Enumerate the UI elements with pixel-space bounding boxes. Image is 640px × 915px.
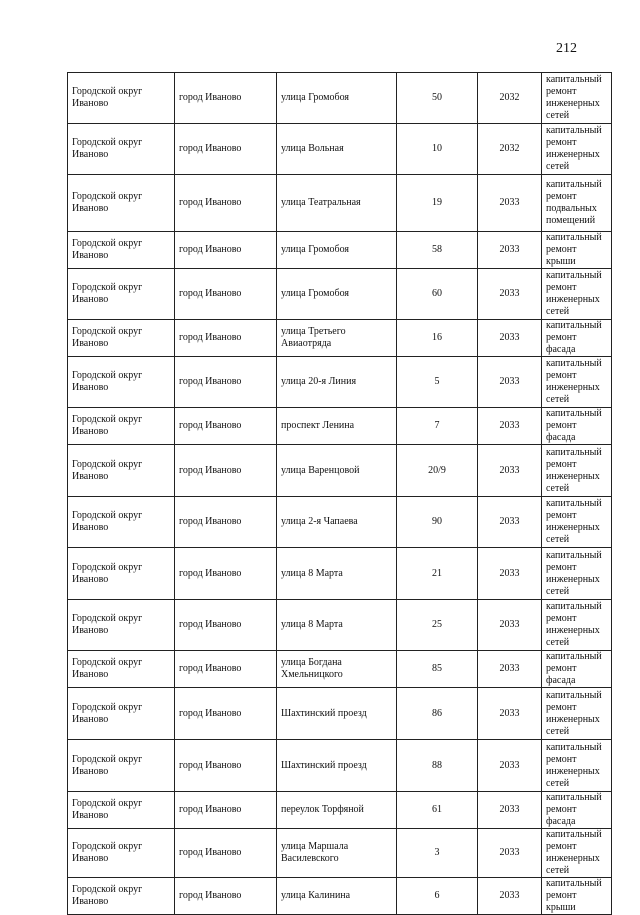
- municipality-cell: Городской округ Иваново: [68, 651, 175, 688]
- municipality-cell: Городской округ Иваново: [68, 829, 175, 878]
- year-cell: 2033: [478, 232, 542, 269]
- table-row: [68, 651, 612, 688]
- work-type-cell: капитальный ремонт инженерных сетей: [542, 829, 612, 878]
- work-type-cell: капитальный ремонт подвальных помещений: [542, 175, 612, 232]
- municipality-cell: Городской округ Иваново: [68, 548, 175, 600]
- year-cell: 2032: [478, 73, 542, 124]
- year-cell: 2033: [478, 688, 542, 740]
- city-cell: город Иваново: [175, 357, 277, 408]
- repair-schedule-table: [67, 72, 612, 915]
- street-cell: Шахтинский проезд: [277, 688, 397, 740]
- street-cell: улица Маршала Василевского: [277, 829, 397, 878]
- municipality-cell: Городской округ Иваново: [68, 792, 175, 829]
- city-cell: город Иваново: [175, 445, 277, 497]
- city-cell: город Иваново: [175, 878, 277, 915]
- house-number-cell: 20/9: [397, 445, 478, 497]
- year-cell: 2033: [478, 600, 542, 651]
- table-row: [68, 792, 612, 829]
- house-number-cell: 3: [397, 829, 478, 878]
- work-type-cell: капитальный ремонт инженерных сетей: [542, 600, 612, 651]
- year-cell: 2033: [478, 878, 542, 915]
- table-row: [68, 829, 612, 878]
- table-row: [68, 357, 612, 408]
- street-cell: улица 20-я Линия: [277, 357, 397, 408]
- municipality-cell: Городской округ Иваново: [68, 232, 175, 269]
- house-number-cell: 21: [397, 548, 478, 600]
- year-cell: 2033: [478, 357, 542, 408]
- table-row: [68, 320, 612, 357]
- house-number-cell: 6: [397, 878, 478, 915]
- table-row: [68, 175, 612, 232]
- city-cell: город Иваново: [175, 600, 277, 651]
- municipality-cell: Городской округ Иваново: [68, 320, 175, 357]
- table-row: [68, 548, 612, 600]
- table-row: [68, 232, 612, 269]
- city-cell: город Иваново: [175, 740, 277, 792]
- house-number-cell: 10: [397, 124, 478, 175]
- year-cell: 2033: [478, 829, 542, 878]
- year-cell: 2033: [478, 740, 542, 792]
- street-cell: улица 8 Марта: [277, 548, 397, 600]
- city-cell: город Иваново: [175, 232, 277, 269]
- street-cell: улица Варенцовой: [277, 445, 397, 497]
- municipality-cell: Городской округ Иваново: [68, 688, 175, 740]
- year-cell: 2033: [478, 651, 542, 688]
- table-row: [68, 688, 612, 740]
- municipality-cell: Городской округ Иваново: [68, 357, 175, 408]
- work-type-cell: капитальный ремонт инженерных сетей: [542, 73, 612, 124]
- table-row: [68, 878, 612, 915]
- municipality-cell: Городской округ Иваново: [68, 600, 175, 651]
- year-cell: 2033: [478, 408, 542, 445]
- street-cell: улица Громобоя: [277, 269, 397, 320]
- house-number-cell: 19: [397, 175, 478, 232]
- year-cell: 2033: [478, 269, 542, 320]
- year-cell: 2033: [478, 497, 542, 548]
- work-type-cell: капитальный ремонт инженерных сетей: [542, 548, 612, 600]
- work-type-cell: капитальный ремонт инженерных сетей: [542, 269, 612, 320]
- house-number-cell: 61: [397, 792, 478, 829]
- street-cell: улица Театральная: [277, 175, 397, 232]
- work-type-cell: капитальный ремонт инженерных сетей: [542, 740, 612, 792]
- work-type-cell: капитальный ремонт инженерных сетей: [542, 497, 612, 548]
- municipality-cell: Городской округ Иваново: [68, 497, 175, 548]
- work-type-cell: капитальный ремонт крыши: [542, 878, 612, 915]
- table-row: [68, 408, 612, 445]
- work-type-cell: капитальный ремонт фасада: [542, 651, 612, 688]
- street-cell: улица Громобоя: [277, 73, 397, 124]
- house-number-cell: 85: [397, 651, 478, 688]
- municipality-cell: Городской округ Иваново: [68, 124, 175, 175]
- city-cell: город Иваново: [175, 320, 277, 357]
- street-cell: Шахтинский проезд: [277, 740, 397, 792]
- house-number-cell: 60: [397, 269, 478, 320]
- work-type-cell: капитальный ремонт инженерных сетей: [542, 357, 612, 408]
- house-number-cell: 25: [397, 600, 478, 651]
- street-cell: улица Третьего Авиаотряда: [277, 320, 397, 357]
- city-cell: город Иваново: [175, 73, 277, 124]
- work-type-cell: капитальный ремонт инженерных сетей: [542, 445, 612, 497]
- work-type-cell: капитальный ремонт фасада: [542, 792, 612, 829]
- table-body: [68, 73, 612, 915]
- work-type-cell: капитальный ремонт инженерных сетей: [542, 688, 612, 740]
- work-type-cell: капитальный ремонт фасада: [542, 320, 612, 357]
- year-cell: 2032: [478, 124, 542, 175]
- table-row: [68, 73, 612, 124]
- city-cell: город Иваново: [175, 175, 277, 232]
- city-cell: город Иваново: [175, 829, 277, 878]
- city-cell: город Иваново: [175, 651, 277, 688]
- house-number-cell: 86: [397, 688, 478, 740]
- page-number: 212: [556, 41, 577, 56]
- street-cell: проспект Ленина: [277, 408, 397, 445]
- street-cell: улица 2-я Чапаева: [277, 497, 397, 548]
- house-number-cell: 90: [397, 497, 478, 548]
- table-row: [68, 600, 612, 651]
- street-cell: улица Вольная: [277, 124, 397, 175]
- city-cell: город Иваново: [175, 548, 277, 600]
- year-cell: 2033: [478, 792, 542, 829]
- house-number-cell: 7: [397, 408, 478, 445]
- street-cell: переулок Торфяной: [277, 792, 397, 829]
- table-row: [68, 445, 612, 497]
- street-cell: улица Калинина: [277, 878, 397, 915]
- street-cell: улица Громобоя: [277, 232, 397, 269]
- work-type-cell: капитальный ремонт крыши: [542, 232, 612, 269]
- year-cell: 2033: [478, 320, 542, 357]
- table-row: [68, 497, 612, 548]
- municipality-cell: Городской округ Иваново: [68, 73, 175, 124]
- street-cell: улица 8 Марта: [277, 600, 397, 651]
- city-cell: город Иваново: [175, 408, 277, 445]
- house-number-cell: 58: [397, 232, 478, 269]
- municipality-cell: Городской округ Иваново: [68, 878, 175, 915]
- work-type-cell: капитальный ремонт инженерных сетей: [542, 124, 612, 175]
- table-row: [68, 740, 612, 792]
- year-cell: 2033: [478, 445, 542, 497]
- house-number-cell: 5: [397, 357, 478, 408]
- city-cell: город Иваново: [175, 269, 277, 320]
- year-cell: 2033: [478, 175, 542, 232]
- municipality-cell: Городской округ Иваново: [68, 408, 175, 445]
- house-number-cell: 50: [397, 73, 478, 124]
- table-row: [68, 124, 612, 175]
- city-cell: город Иваново: [175, 124, 277, 175]
- work-type-cell: капитальный ремонт фасада: [542, 408, 612, 445]
- municipality-cell: Городской округ Иваново: [68, 269, 175, 320]
- house-number-cell: 16: [397, 320, 478, 357]
- municipality-cell: Городской округ Иваново: [68, 740, 175, 792]
- city-cell: город Иваново: [175, 497, 277, 548]
- municipality-cell: Городской округ Иваново: [68, 175, 175, 232]
- house-number-cell: 88: [397, 740, 478, 792]
- year-cell: 2033: [478, 548, 542, 600]
- city-cell: город Иваново: [175, 792, 277, 829]
- municipality-cell: Городской округ Иваново: [68, 445, 175, 497]
- table-row: [68, 269, 612, 320]
- street-cell: улица Богдана Хмельницкого: [277, 651, 397, 688]
- city-cell: город Иваново: [175, 688, 277, 740]
